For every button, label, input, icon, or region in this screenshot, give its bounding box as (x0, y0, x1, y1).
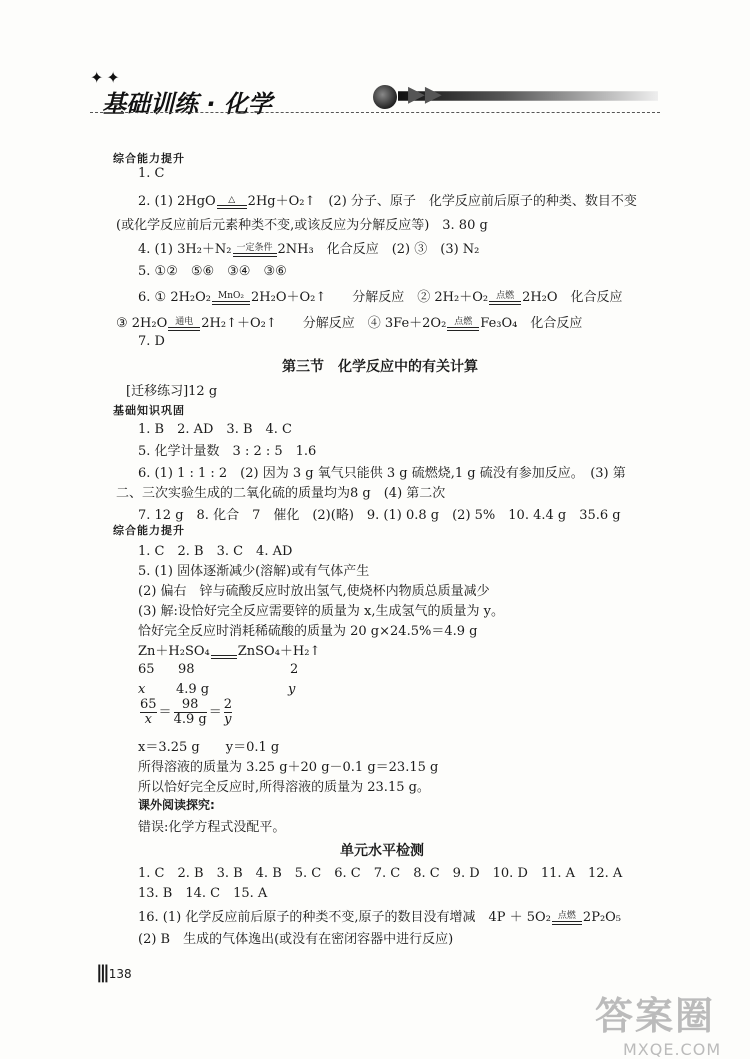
molar-mass-value: 2 (290, 662, 299, 677)
answer-line: (3) 解:设恰好完全反应需要锌的质量为 x,生成氢气的质量为 y。 (138, 604, 504, 619)
answer-line: (2) 偏右 锌与硫酸反应时放出氢气,使烧杯内物质总质量减少 (138, 584, 490, 599)
page-header (90, 68, 660, 118)
section-heading: 综合能力提升 (113, 524, 185, 537)
page-number: ||| 138 (96, 962, 132, 983)
answer-line: (2) B 生成的气体逸出(或没有在密闭容器中进行反应) (138, 932, 454, 947)
watermark-url: MXQE.COM (623, 1040, 722, 1059)
answer-line: 错误:化学方程式没配平。 (138, 820, 286, 835)
arrow-icon: ▶▶ (408, 82, 442, 107)
circle-icon (373, 85, 397, 109)
section-title: 第三节 化学反应中的有关计算 (282, 359, 478, 375)
watermark-logo: 答案圈 (595, 994, 716, 1038)
header-title: 基础训练 · 化学 (102, 90, 272, 118)
variable-value: x (138, 682, 146, 697)
answer-line: 5. 化学计量数 3 : 2 : 5 1.6 (138, 444, 317, 459)
answer-line: 4. (1) 3H₂＋N₂ 一定条件 2NH₃ 化合反应 (2) ③ (3) N₂ (138, 242, 480, 257)
answer-line: ③ 2H₂O 通电 2H₂↑＋O₂↑ 分解反应 ④ 3Fe＋2O₂ 点燃 Fe₃O₄ 化合反应 (116, 316, 583, 331)
answer-line: [迁移练习]12 g (126, 384, 218, 399)
answer-line: x＝3.25 g y＝0.1 g (138, 740, 280, 755)
answer-line: 恰好完全反应时消耗稀硫酸的质量为 20 g×24.5%＝4.9 g (138, 624, 478, 639)
answer-line: 6. ① 2H₂O₂ MnO₂ 2H₂O＋O₂↑ 分解反应 ② 2H₂＋O₂ 点燃 2H₂O 化合反应 (138, 290, 623, 305)
answer-line: 所以恰好完全反应时,所得溶液的质量为 23.15 g。 (138, 780, 430, 795)
star-icon: ✦✦ (90, 68, 123, 87)
equation-line: Zn＋H₂SO₄ ZnSO₄＋H₂↑ (138, 644, 321, 659)
variable-value: 4.9 g (176, 682, 210, 697)
molar-mass-value: 65 (138, 662, 155, 677)
section-heading: 基础知识巩固 (113, 404, 185, 417)
watermark (595, 985, 721, 1059)
answer-line: 16. (1) 化学反应前后原子的种类不变,原子的数目没有增减 4P ＋ 5O₂ 点燃 2P₂O₅ (138, 910, 622, 925)
stripes-icon: ||| (96, 962, 107, 983)
header-divider (90, 112, 660, 113)
answer-line: 1. C 2. B 3. C 4. AD (138, 544, 293, 559)
answer-line: 5. ①② ⑤⑥ ③④ ③⑥ (138, 264, 287, 279)
answer-line: 2. (1) 2HgO △ 2Hg＋O₂↑ (2) 分子、原子 化学反应前后原子的种类、数目不变 (138, 194, 637, 209)
answer-line: 1. B 2. AD 3. B 4. C (138, 422, 293, 437)
section-heading: 课外阅读探究: (138, 798, 215, 812)
answer-line: 6. (1) 1 : 1 : 2 (2) 因为 3 g 氧气只能供 3 g 硫燃烧,1 g 硫没有参加反应。 (3) 第 (138, 466, 626, 481)
proportion-line: $\frac{65}{x}$ ＝ $\frac{98}{4.9 g}$ ＝ $\frac{2}{y}$ (140, 697, 232, 727)
answer-line: 13. B 14. C 15. A (138, 886, 268, 901)
molar-mass-value: 98 (178, 662, 195, 677)
answer-line: 7. 12 g 8. 化合 7 催化 (2)(略) 9. (1) 0.8 g (2) 5% 10. 4.4 g 35.6 g (138, 508, 621, 523)
answer-line: 1. C (138, 166, 165, 181)
variable-value: y (288, 682, 296, 697)
answer-line: 所得溶液的质量为 3.25 g＋20 g－0.1 g＝23.15 g (138, 760, 439, 775)
section-title: 单元水平检测 (340, 843, 424, 859)
section-heading: 综合能力提升 (113, 152, 185, 165)
answer-line: 1. C 2. B 3. B 4. B 5. C 6. C 7. C 8. C 9. D 10. D 11. A 12. A (138, 866, 623, 881)
answer-line: 二、三次实验生成的二氧化硫的质量均为8 g (4) 第二次 (116, 486, 446, 501)
answer-line: (或化学反应前后元素种类不变,或该反应为分解反应等) 3. 80 g (116, 218, 488, 233)
answer-line: 7. D (138, 334, 165, 349)
answer-line: 5. (1) 固体逐渐减少(溶解)或有气体产生 (138, 564, 370, 579)
